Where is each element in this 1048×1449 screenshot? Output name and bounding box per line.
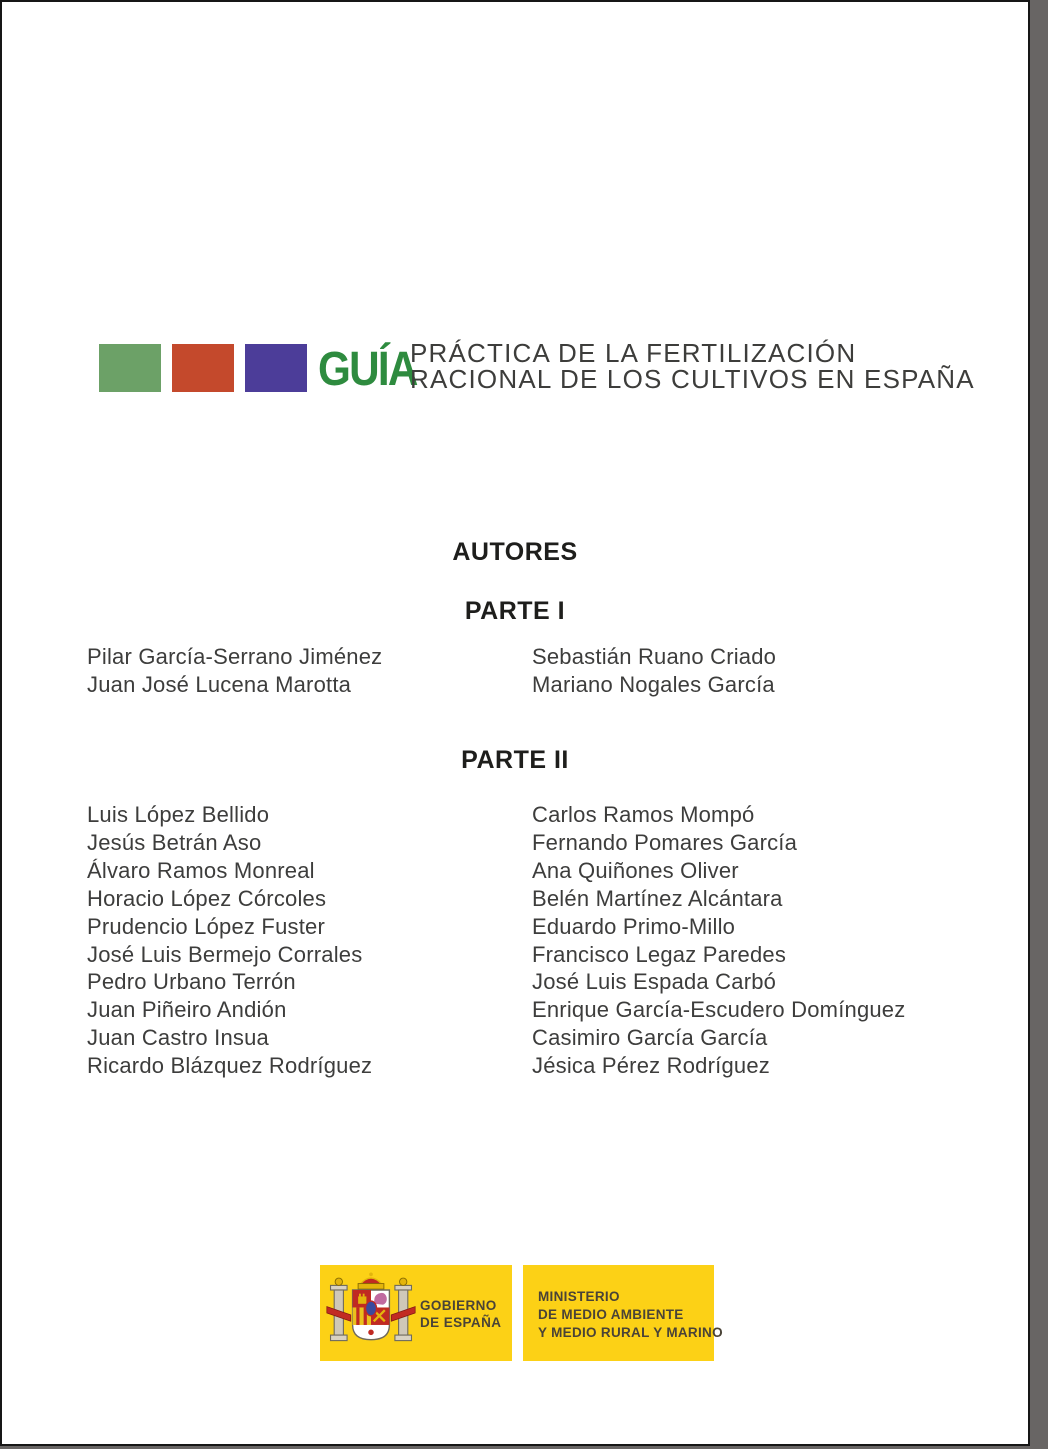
purple-square-decor: [245, 344, 307, 392]
author-name: Casimiro García García: [532, 1025, 768, 1051]
ministerio-label: [538, 1288, 723, 1342]
ministerio-label-line3: Y MEDIO RURAL Y MARINO: [538, 1325, 723, 1340]
ministerio-logo: [523, 1265, 723, 1361]
parte-1-authors-left-column: [87, 643, 382, 699]
document-title-line1: PRÁCTICA DE LA FERTILIZACIÓN: [410, 338, 857, 368]
document-title: [410, 338, 975, 394]
author-name: José Luis Espada Carbó: [532, 969, 777, 995]
author-name: José Luis Bermejo Corrales: [87, 941, 363, 967]
author-name: Juan José Lucena Marotta: [87, 671, 352, 697]
parte-2-authors-left-column: [87, 801, 372, 1080]
author-name: Pilar García-Serrano Jiménez: [87, 644, 383, 669]
author-name: Belén Martínez Alcántara: [532, 885, 783, 911]
parte-2-authors-right-column: [532, 801, 905, 1080]
parte-1-heading: PARTE I: [464, 597, 566, 625]
author-name: Francisco Legaz Paredes: [532, 941, 787, 967]
author-name: Luis López Bellido: [87, 802, 270, 827]
parte-2-heading: PARTE II: [461, 746, 569, 774]
author-name: Mariano Nogales García: [532, 671, 775, 697]
author-name: Ana Quiñones Oliver: [532, 857, 739, 883]
author-name: Juan Piñeiro Andión: [87, 997, 287, 1023]
author-name: Sebastián Ruano Criado: [532, 644, 777, 669]
autores-heading: AUTORES: [452, 538, 578, 566]
author-name: Enrique García-Escudero Domínguez: [532, 997, 906, 1023]
guia-brand-title: GUÍA: [318, 343, 417, 396]
gobierno-label-line1: GOBIERNO: [420, 1298, 497, 1313]
green-square-decor: [99, 344, 161, 392]
author-name: Jésica Pérez Rodríguez: [532, 1053, 770, 1079]
red-square-decor: [172, 344, 234, 392]
gobierno-de-espana-logo: [320, 1265, 512, 1361]
author-name: Juan Castro Insua: [87, 1025, 269, 1051]
gobierno-de-espana-label: [420, 1297, 501, 1331]
ministerio-label-line2: DE MEDIO AMBIENTE: [538, 1307, 684, 1322]
ministerio-label-line1: MINISTERIO: [538, 1289, 620, 1304]
author-name: Pedro Urbano Terrón: [87, 969, 296, 995]
author-name: Ricardo Blázquez Rodríguez: [87, 1053, 373, 1079]
author-name: Álvaro Ramos Monreal: [87, 857, 315, 883]
document-title-line2: RACIONAL DE LOS CULTIVOS EN ESPAÑA: [410, 363, 975, 394]
spain-coat-of-arms-icon: [325, 1270, 417, 1356]
author-name: Jesús Betrán Aso: [87, 829, 262, 855]
author-name: Eduardo Primo-Millo: [532, 913, 736, 939]
gobierno-label-line2: DE ESPAÑA: [420, 1315, 502, 1330]
parte-1-authors-right-column: [532, 643, 776, 699]
author-name: Prudencio López Fuster: [87, 913, 325, 939]
author-name: Carlos Ramos Mompó: [532, 802, 755, 827]
author-name: Horacio López Córcoles: [87, 885, 327, 911]
author-name: Fernando Pomares García: [532, 829, 798, 855]
